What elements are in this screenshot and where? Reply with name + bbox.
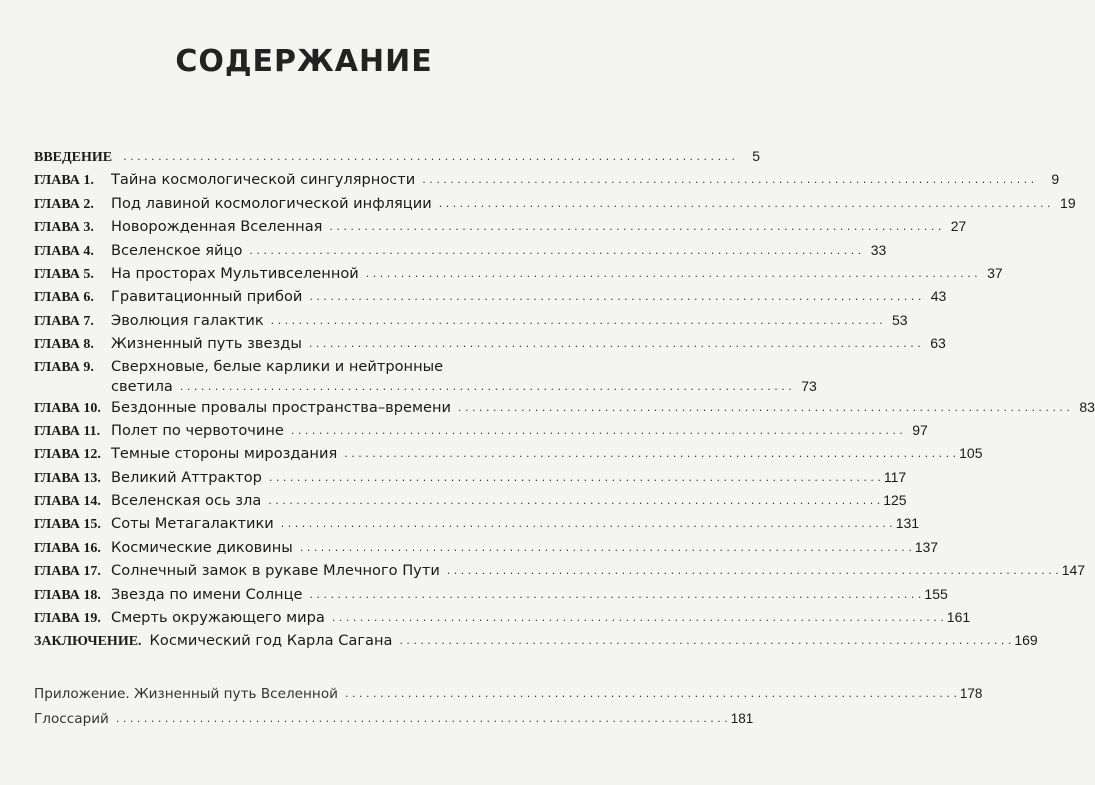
leader-dots — [281, 515, 893, 533]
appendix-list — [34, 685, 983, 735]
toc-page-number: 105 — [959, 445, 983, 462]
leader-dots — [123, 148, 735, 166]
toc-page-number: 147 — [1061, 562, 1086, 579]
toc-entry — [34, 311, 908, 334]
toc-page-number: 53 — [892, 311, 908, 328]
toc-page-number: 37 — [987, 264, 1003, 281]
toc-label: ГЛАВА 13. — [34, 470, 101, 486]
toc-title: Звезда по имени Солнце — [111, 585, 303, 603]
toc-page-number: 117 — [883, 468, 907, 485]
toc-title: Полет по червоточине — [111, 421, 284, 439]
toc-title: Темные стороны мироздания — [111, 445, 338, 463]
toc-label: ГЛАВА 14. — [34, 494, 101, 510]
toc-title: Соты Метагалактики — [111, 515, 274, 533]
toc-title: Космический год Карла Сагана — [149, 632, 393, 650]
toc-label: ГЛАВА 2. — [34, 196, 94, 212]
toc-page-number: 161 — [946, 609, 971, 626]
toc-entry — [34, 398, 1095, 421]
leader-dots — [447, 562, 1059, 580]
toc-label: ГЛАВА 8. — [34, 337, 94, 353]
toc-label: ГЛАВА 15. — [34, 517, 101, 533]
toc-entry — [34, 444, 983, 467]
toc-label: ГЛАВА 19. — [34, 611, 101, 627]
toc-label: ГЛАВА 4. — [34, 243, 94, 259]
leader-dots — [399, 632, 1011, 650]
toc-title-line2: светила — [111, 377, 173, 395]
toc-label: ГЛАВА 12. — [34, 447, 101, 463]
toc-label: ГЛАВА 17. — [34, 564, 101, 580]
toc-entry — [34, 538, 939, 561]
toc-entry — [34, 685, 983, 710]
toc-title-line1: Сверхновые, белые карлики и нейтронные — [111, 357, 444, 375]
leader-dots — [458, 399, 1070, 417]
toc-title: Жизненный путь звезды — [111, 335, 302, 353]
toc-entry — [34, 241, 887, 264]
toc-page-number: 43 — [930, 288, 947, 305]
toc-page-number: 83 — [1079, 398, 1095, 415]
toc-title: Эволюция галактик — [111, 311, 264, 329]
toc-label: ГЛАВА 10. — [34, 400, 101, 416]
toc-title: Солнечный замок в рукаве Млечного Пути — [111, 562, 440, 580]
toc-label: ГЛАВА 9. — [34, 359, 94, 375]
toc-page-number: 63 — [930, 335, 946, 352]
toc-page-number: 131 — [895, 515, 920, 532]
toc-label: ГЛАВА 16. — [34, 540, 101, 556]
toc-label: ГЛАВА 7. — [34, 313, 94, 329]
toc-label: ГЛАВА 18. — [34, 587, 101, 603]
leader-dots — [439, 195, 1051, 213]
toc-entry — [34, 491, 907, 514]
leader-dots — [291, 422, 903, 440]
toc-entry — [34, 585, 948, 608]
toc-entry — [34, 608, 971, 631]
toc-entry — [34, 514, 920, 537]
leader-dots — [345, 685, 957, 703]
toc-entry-chapter-9 — [34, 357, 817, 398]
leader-dots — [329, 218, 941, 236]
toc-title: Вселенская ось зла — [111, 492, 262, 510]
toc-title: Под лавиной космологической инфляции — [111, 194, 432, 212]
leader-dots — [332, 609, 944, 627]
toc-entry — [34, 468, 907, 491]
toc-label: ВВЕДЕНИЕ — [34, 150, 113, 165]
toc-entry — [34, 561, 1086, 584]
toc-page-number: 137 — [914, 538, 939, 555]
toc-entry-conclusion — [34, 631, 1038, 654]
toc-entry — [34, 710, 754, 735]
toc-page-number: 19 — [1060, 194, 1076, 211]
toc-title: Великий Аттрактор — [111, 468, 262, 486]
toc-title: Бездонные провалы пространства–времени — [111, 398, 451, 416]
toc-title: Гравитационный прибой — [111, 288, 303, 306]
toc-page-number: 97 — [912, 421, 928, 438]
toc-page-number: 5 — [752, 148, 761, 164]
toc-entry — [34, 287, 947, 310]
toc-title: Глоссарий — [34, 711, 109, 727]
toc-entry — [34, 217, 967, 240]
toc-page-number: 33 — [870, 241, 887, 258]
leader-dots — [300, 539, 912, 557]
toc-page-number: 155 — [924, 585, 948, 602]
toc-label: ГЛАВА 1. — [34, 173, 94, 189]
table-of-contents — [34, 147, 1095, 655]
leader-dots — [249, 242, 861, 260]
toc-title: Вселенское яйцо — [111, 241, 243, 259]
toc-title: Приложение. Жизненный путь Вселенной — [34, 686, 338, 702]
toc-label: ЗАКЛЮЧЕНИЕ. — [34, 634, 142, 650]
toc-page-number: 125 — [883, 492, 907, 509]
toc-entry-intro — [34, 147, 761, 170]
leader-dots — [422, 171, 1034, 189]
leader-dots — [269, 469, 881, 487]
page-title: СОДЕРЖАНИЕ — [175, 44, 433, 79]
toc-title: Тайна космологической сингулярности — [111, 171, 416, 189]
leader-dots — [271, 312, 883, 330]
toc-page-number: 178 — [959, 686, 983, 701]
toc-page-number: 181 — [730, 711, 754, 726]
leader-dots — [116, 710, 728, 728]
toc-entry — [34, 421, 928, 444]
toc-page-number: 9 — [1051, 171, 1060, 188]
toc-entry — [34, 264, 1003, 287]
leader-dots — [309, 288, 921, 306]
toc-title: На просторах Мультивселенной — [111, 264, 359, 282]
toc-label: ГЛАВА 11. — [34, 423, 101, 439]
leader-dots — [180, 377, 792, 397]
toc-page-number: 73 — [801, 377, 817, 394]
leader-dots — [309, 335, 921, 353]
toc-page-number: 169 — [1014, 632, 1038, 649]
leader-dots — [268, 492, 880, 510]
leader-dots — [344, 445, 956, 463]
toc-label: ГЛАВА 5. — [34, 266, 94, 282]
toc-label: ГЛАВА 6. — [34, 290, 94, 306]
toc-title: Смерть окружающего мира — [111, 609, 325, 627]
toc-entry — [34, 194, 1076, 217]
toc-page-number: 27 — [950, 218, 967, 235]
toc-title: Космические диковины — [111, 538, 293, 556]
toc-title: Новорожденная Вселенная — [111, 218, 323, 236]
toc-entry — [34, 170, 1060, 193]
toc-entry — [34, 334, 946, 357]
toc-label: ГЛАВА 3. — [34, 220, 94, 236]
leader-dots — [310, 586, 922, 604]
leader-dots — [366, 265, 978, 283]
